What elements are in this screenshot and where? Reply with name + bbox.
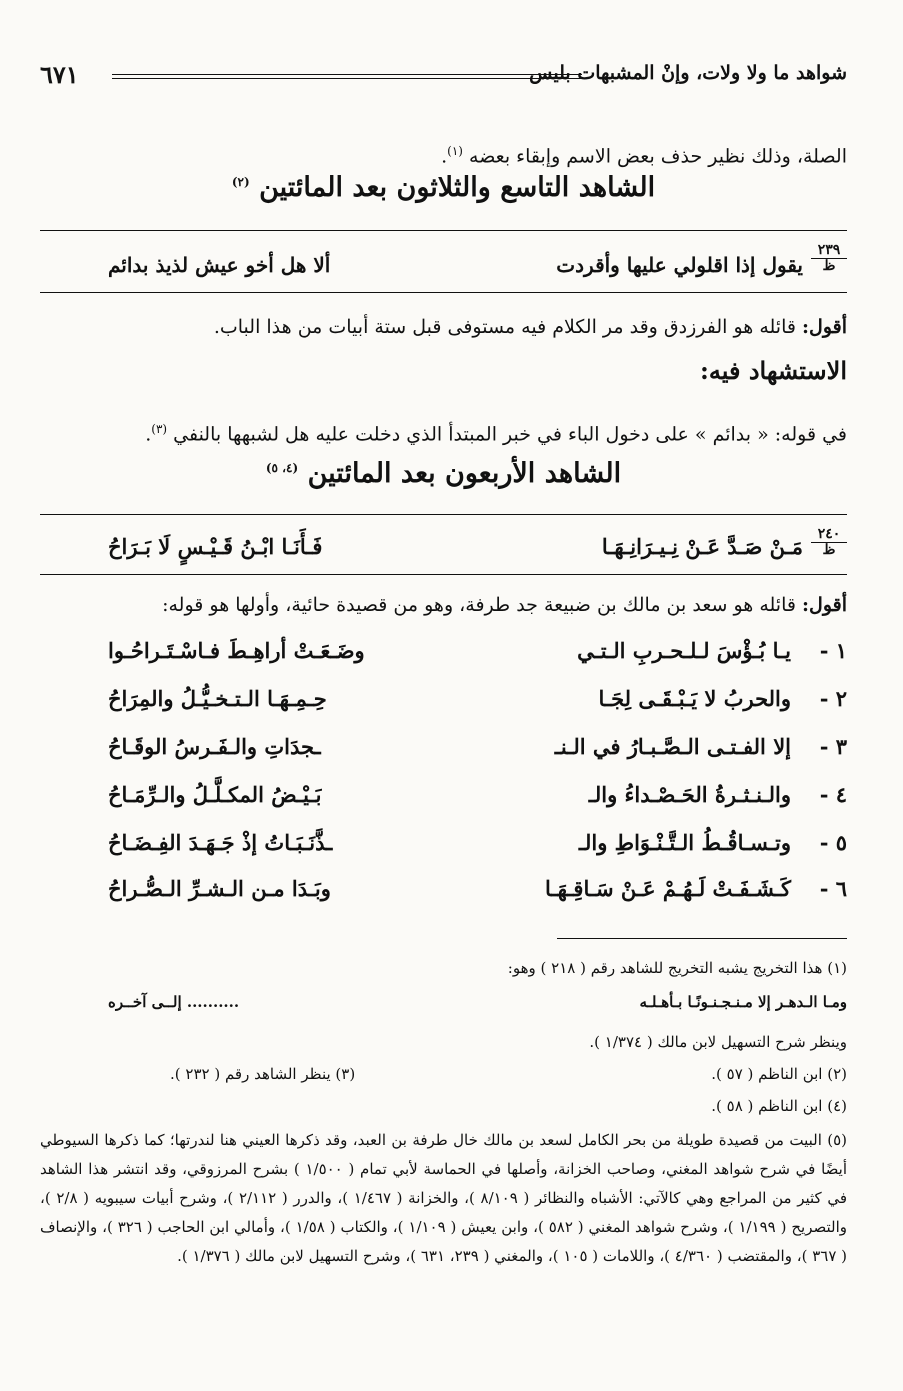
poem-line-number: ٣ - (819, 734, 847, 759)
poem-line-second: وضَـعَـتْ أراهِـطَ فـاسْـتَـراحُـوا (108, 638, 365, 663)
witness-240-rule-bottom (40, 574, 847, 575)
witness-239-heading-ref: (٢) (231, 175, 250, 189)
witness-239-aqul (40, 312, 847, 342)
footnote-2: (٢) ابن الناظم ( ٥٧ ). (711, 1065, 847, 1083)
witness-239-hemistich-1: يقول إذا اقلولي عليها وأقردت (556, 253, 803, 277)
witness-239-number-value: ٢٣٩ (811, 243, 847, 259)
page-number: ٦٧١ (40, 60, 79, 89)
footnote-1-verse-dots: .......... (186, 993, 240, 1011)
intro-paragraph: الصلة، وذلك نظير حذف بعض الاسم وإبقاء بعضه $^{(١)}$. (441, 144, 847, 168)
poem-line-second: ـذَّنَـبَـاتُ إذْ جَـهَـدَ الفِـضَـاحُ (108, 830, 333, 855)
poem-line-first: إلا الفـتـى الـصَّـبـارُ في الـنـ (554, 734, 791, 759)
witness-239-rule-bottom (40, 292, 847, 293)
header-rule (112, 74, 582, 79)
footnote-1-verse-first: ومـا الـدهـر إلا مـنـجـنـونًـا بـأهـلـه (639, 993, 847, 1011)
poem-line-second: حِـمِـهَـا الـتـخـيُّـلُ والمِرَاحُ (108, 686, 327, 711)
footnote-rule (557, 938, 847, 939)
footnote-1-verse-second (108, 990, 239, 1014)
poem-line-second: ـجدَاتِ والـفَـرسُ الوقَـاحُ (108, 734, 321, 759)
poem-line-second: بَـيْـضُ المكـلَّـلُ والـرِّمَـاحُ (108, 782, 322, 807)
istishhad-text: في قوله: « بدائم » على دخول الباء في خبر المبتدأ الذي دخلت عليه هل لشبهها بالنفي (173, 423, 847, 446)
footnote-1-verse-end: إلــى آخــره (108, 993, 182, 1011)
footnote-3: (٣) ينظر الشاهد رقم ( ٢٣٢ ). (170, 1065, 356, 1083)
witness-239-heading (40, 172, 847, 203)
poem-line-number: ٦ - (819, 876, 847, 901)
witness-240-heading (40, 458, 847, 489)
witness-240-code: ظ (822, 542, 836, 558)
footnote-5: (٥) البيت من قصيدة طويلة من بحر الكامل لسعد بن مالك خال طرفة بن العبد، وقد ذكرها العيني هنا لندرتها؛ كما ذكرها السيوطي أيضًا في شرح شواهد المغني، وصاحب الخزانة، وأصلها في الحماسة لأبي تمام ( ١/٥٠٠ ) بشرح المرزوقي، وقد انتشر هذا الشاهد في كثير من المراجع وهي كالآتي: الأشباه والنظائر ( ٨/١٠٩ )، والخزانة ( ١/٤٦٧ )، والدرر ( ٢/١١٢ )، وشرح أبيات سيبويه ( ٢/٨ )، والتصريح ( ١/١٩٩ )، وشرح شواهد المغني ( ٥٨٢ )، وابن يعيش ( ١/١٠٩ )، والكتاب ( ١/٥٨ )، وأمالي ابن الحاجب ( ٣٢٦ )، والإنصاف ( ٣٦٧ )، والمقتضب ( ٤/٣٦٠ )، واللامات ( ١٠٥ )، والمغني ( ٢٣٩، ٦٣١ )، وشرح التسهيل لابن مالك ( ١/٣٧٦ ). (40, 1131, 848, 1265)
footnote-4: (٤) ابن الناظم ( ٥٨ ). (711, 1097, 847, 1115)
poem-line-number: ١ - (819, 638, 847, 663)
footnote-1-ref: وينظر شرح التسهيل لابن مالك ( ١/٣٧٤ ). (589, 1033, 847, 1051)
istishhad-paragraph: في قوله: « بدائم » على دخول الباء في خبر المبتدأ الذي دخلت عليه هل لشبهها بالنفي $^{(٣)}$. (145, 422, 847, 446)
witness-240-number-value: ٢٤٠ (811, 527, 847, 543)
poem-line-first: يـا بُـؤْسَ لـلـحـربِ الـتـي (577, 638, 791, 663)
aqul-label-240: أقول: (802, 594, 847, 616)
poem-line-first: وتـسـاقُـطُ الـتَّـنْـوَاطِ والـ (578, 830, 791, 855)
aqul-text: قائله هو الفرزدق وقد مر الكلام فيه مستوفى قبل ستة أبيات من هذا الباب. (213, 316, 802, 338)
poem-line-first: كَـشَـفَـتْ لَـهُـمْ عَـنْ سَـاقِـهَـا (545, 876, 791, 901)
witness-240-heading-text: الشاهد الأربعون بعد المائتين (307, 458, 622, 489)
witness-239-rule (40, 230, 847, 231)
witness-239-code: ظ (822, 258, 836, 274)
poem-line-number: ٢ - (819, 686, 847, 711)
poem-line-number: ٤ - (819, 782, 847, 807)
witness-239-number (811, 243, 847, 274)
poem-line-number: ٥ - (819, 830, 847, 855)
footnote-1: (١) هذا التخريج يشبه التخريج للشاهد رقم ( ٢١٨ ) وهو: (507, 959, 847, 977)
istishhad-heading: الاستشهاد فيه: (700, 356, 847, 385)
witness-239-hemistich-2: ألا هل أخو عيش لذيذ بدائم (108, 253, 331, 277)
witness-240-heading-ref: (٤، ٥) (265, 461, 299, 475)
witness-240-hemistich-1: مَـنْ صَـدَّ عَـنْ نِـيـرَانِـهَـا (601, 534, 803, 559)
intro-text: الصلة، وذلك نظير حذف بعض الاسم وإبقاء بعضه (469, 145, 847, 168)
poem-line-first: والـنـثـرةُ الحَـصْـداءُ والـ (588, 782, 791, 807)
witness-240-rule (40, 514, 847, 515)
witness-240-number (811, 527, 847, 558)
witness-240-aqul (40, 590, 847, 620)
witness-239-heading-text: الشاهد التاسع والثلاثون بعد المائتين (259, 172, 656, 203)
poem-line-second: وبَـدَا مـن الـشـرِّ الـصُّـراحُ (108, 876, 331, 901)
aqul-text-240: قائله هو سعد بن مالك بن ضبيعة جد طرفة، وهو من قصيدة حائية، وأولها هو قوله: (162, 594, 802, 616)
witness-240-hemistich-2: فَـأَنَـا ابْـنُ قَـيْـسٍ لَا بَـرَاحُ (108, 534, 323, 559)
poem-line-first: والحربُ لا يَـبْـقَـى لِجَـا (598, 686, 791, 711)
istishhad-ref: (٣) (151, 422, 168, 436)
intro-footnote-ref: (١) (447, 144, 463, 158)
aqul-label: أقول: (802, 316, 847, 338)
running-header: شواهد ما ولا ولات، وإنْ المشبهات بليس (529, 62, 847, 84)
